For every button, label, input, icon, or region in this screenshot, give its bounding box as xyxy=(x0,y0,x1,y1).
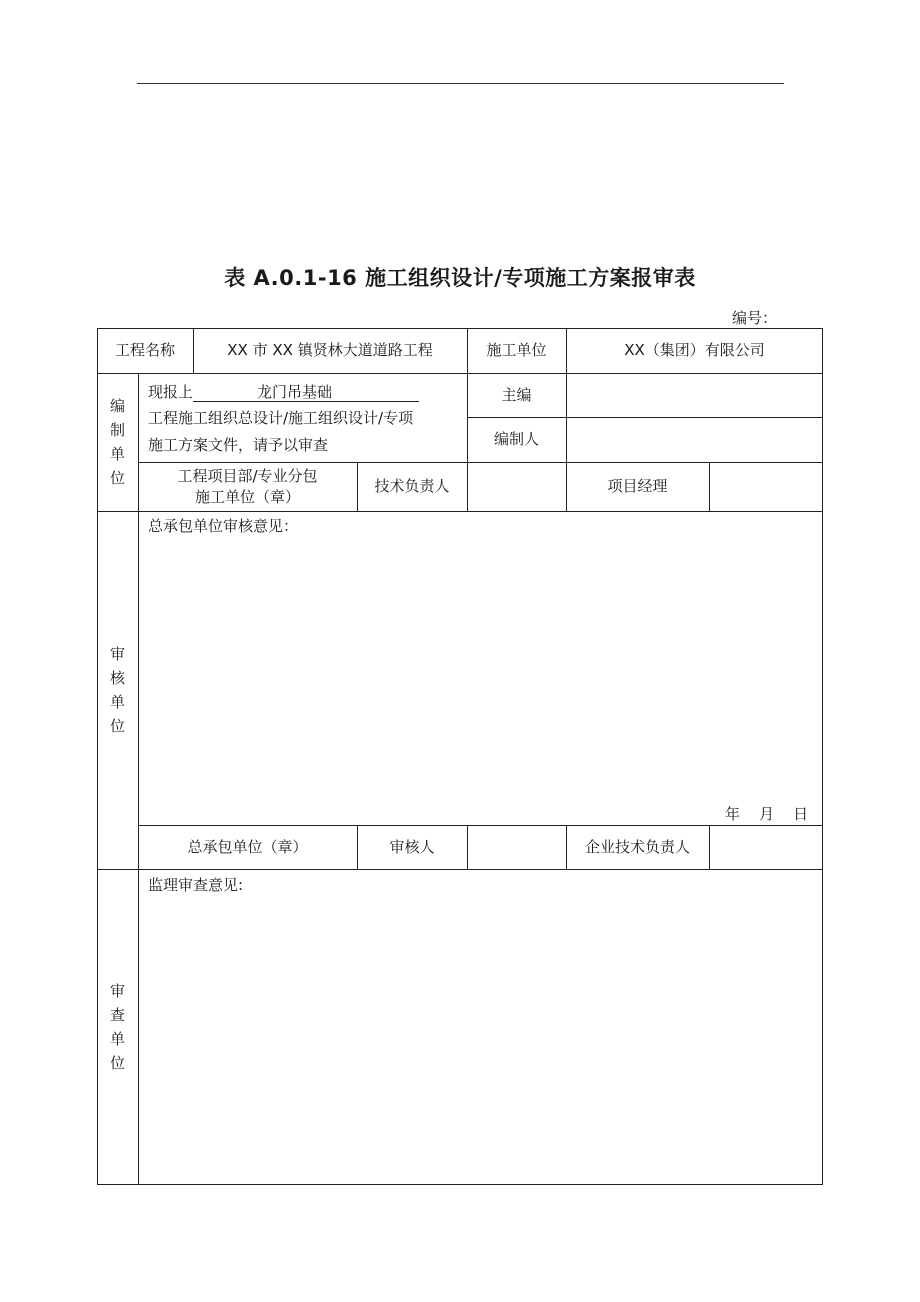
chief-editor-label: 主编 xyxy=(501,385,532,404)
compile-unit-char: 位 xyxy=(109,469,125,487)
row-divider-review-section xyxy=(97,869,823,870)
tech-lead-label: 技术负责人 xyxy=(374,477,450,496)
col-divider-pm xyxy=(709,462,710,511)
col-divider-tech-lead xyxy=(467,462,468,511)
supervision-unit-char: 位 xyxy=(109,1053,125,1072)
review-unit-char: 审 xyxy=(109,645,125,663)
header-rule xyxy=(137,83,784,84)
compile-unit-char: 编 xyxy=(109,397,125,415)
enterprise-tech-lead-label: 企业技术负责人 xyxy=(584,837,690,856)
review-date-label: 年 月 日 xyxy=(725,805,809,823)
project-name-value: XX 市 XX 镇贤林大道道路工程 xyxy=(227,341,433,360)
approval-form-table xyxy=(97,328,823,1185)
submit-prefix: 现报上 xyxy=(148,383,194,401)
row-divider-project xyxy=(97,373,823,374)
document-number-label: 编号： xyxy=(732,309,778,327)
submit-line-2: 工程施工组织总设计/施工组织设计/专项 xyxy=(148,409,414,427)
contractor-value: XX（集团）有限公司 xyxy=(624,341,765,360)
supervision-unit-char: 单 xyxy=(109,1029,125,1048)
contractor-label: 施工单位 xyxy=(486,341,547,360)
review-unit-seal-label: 总承包单位（章） xyxy=(187,837,308,856)
compile-unit-char: 制 xyxy=(109,421,125,439)
row-divider-compile-section xyxy=(97,511,823,512)
review-opinion-label: 总承包单位审核意见： xyxy=(148,517,299,535)
supervision-unit-char: 审 xyxy=(109,981,125,1000)
project-manager-label: 项目经理 xyxy=(607,477,668,496)
submit-line-3: 施工方案文件，请予以审查 xyxy=(148,436,329,454)
review-unit-char: 单 xyxy=(109,693,125,711)
col-divider-enterprise-tech xyxy=(709,825,710,869)
dept-seal-line-1: 工程项目部/专业分包 xyxy=(177,466,318,485)
dept-seal-label xyxy=(138,462,357,511)
supervision-opinion-label: 监理审查意见: xyxy=(148,876,244,894)
supervision-unit-label xyxy=(97,869,138,1184)
review-unit-label xyxy=(97,511,138,869)
review-unit-char: 核 xyxy=(109,669,125,687)
col-divider-reviewer xyxy=(467,825,468,869)
reviewer-label: 审核人 xyxy=(389,837,435,856)
document-title: 表 A.0.1-16 施工组织设计/专项施工方案报审表 xyxy=(224,266,696,290)
compile-unit-char: 单 xyxy=(109,445,125,463)
submit-item-field xyxy=(193,384,419,402)
review-unit-char: 位 xyxy=(109,717,125,735)
table-border-bottom xyxy=(97,1184,823,1185)
compile-unit-label xyxy=(97,373,138,511)
table-border-right xyxy=(822,328,823,1185)
submit-line-1 xyxy=(148,381,419,402)
submit-item-value: 龙门吊基础 xyxy=(257,383,333,401)
supervision-unit-char: 查 xyxy=(109,1005,125,1024)
dept-seal-line-2: 施工单位（章） xyxy=(194,487,300,506)
editor-label: 编制人 xyxy=(493,430,539,449)
project-name-label: 工程名称 xyxy=(114,341,175,360)
